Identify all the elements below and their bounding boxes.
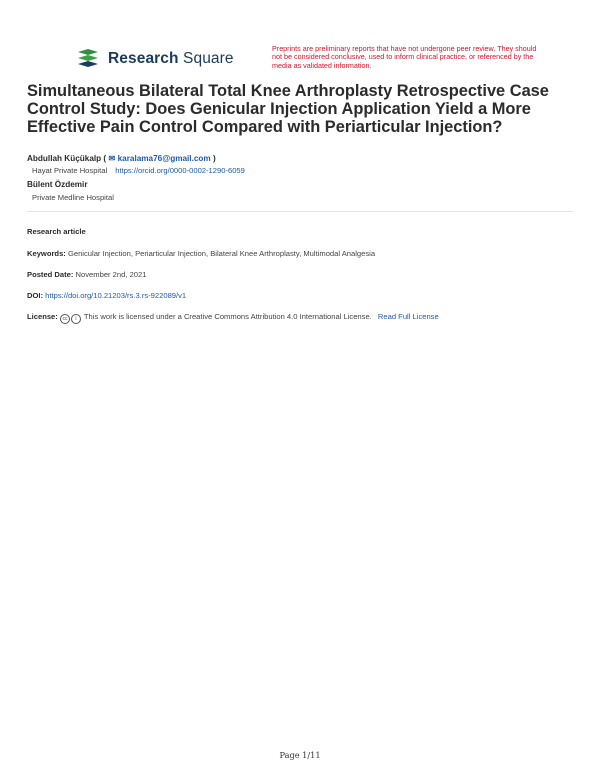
mail-icon: ✉ [108, 154, 116, 163]
research-square-logo[interactable] [76, 48, 234, 70]
author-1-name: Abdullah Küçükalp [27, 154, 102, 163]
keywords-value: Genicular Injection, Periarticular Injection, Bilateral Knee Arthroplasty, Multimodal Analgesia [67, 249, 376, 258]
author-2-affiliation: Private Medline Hospital [32, 193, 114, 202]
page-number: Page 1/11 [279, 750, 321, 760]
keywords-line: Keywords: Genicular Injection, Periarticular Injection, Bilateral Knee Arthroplasty, Multimodal Analgesia [27, 249, 376, 258]
article-type: Research article [27, 227, 86, 236]
logo-text: Research Square [108, 50, 234, 67]
author-2-name: Bülent Özdemir [27, 180, 88, 189]
posted-date-value: November 2nd, 2021 [75, 270, 147, 279]
attribution-icon: i [71, 314, 81, 324]
section-divider [27, 211, 573, 212]
read-full-license-link[interactable]: Read Full License [377, 312, 439, 321]
doi-line: DOI: https://doi.org/10.21203/rs.3.rs-922089/v1 [27, 291, 187, 300]
license-text: This work is licensed under a Creative Commons Attribution 4.0 International License. [83, 312, 372, 321]
posted-date-line: Posted Date: November 2nd, 2021 [27, 270, 147, 279]
research-square-logo-icon [76, 48, 100, 70]
author-1-email[interactable]: karalama76@gmail.com [117, 154, 211, 163]
author-1-affiliation-line [32, 166, 245, 175]
license-line: License: cc i This work is licensed under a Creative Commons Attribution 4.0 International License. Read Full License [27, 312, 439, 322]
creative-commons-icon: cc [60, 314, 70, 324]
preprint-disclaimer: Preprints are preliminary reports that have not undergone peer review. They should not be considered conclusive, used to inform clinical practice, or referenced by the media as validated information. [272, 44, 537, 70]
author-1-affiliation: Hayat Private Hospital [32, 166, 108, 175]
doi-link[interactable]: https://doi.org/10.21203/rs.3.rs-922089/v1 [45, 291, 187, 300]
author-1-orcid-link[interactable]: https://orcid.org/0000-0002-1290-6059 [115, 166, 245, 175]
author-1: Abdullah Küçükalp ( ✉ karalama76@gmail.com ) [27, 154, 216, 163]
paper-title: Simultaneous Bilateral Total Knee Arthroplasty Retrospective Case Control Study: Does Genicular Injection Application Yield a More Effective Pain Control Compared with Periarticular Injection? [27, 82, 549, 136]
